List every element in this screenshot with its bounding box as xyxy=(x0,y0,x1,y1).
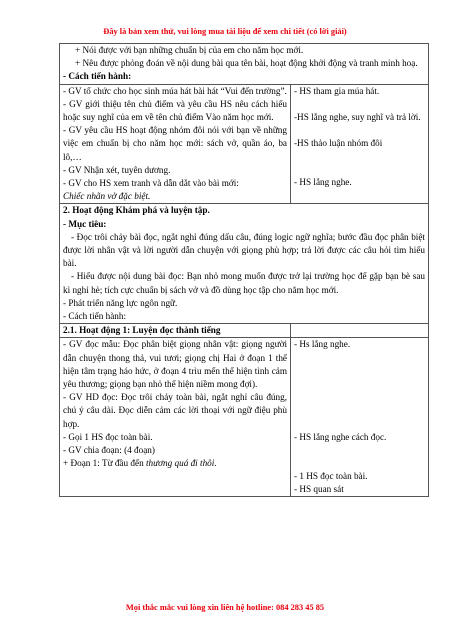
reading-student-3: - 1 HS đọc toàn bài. xyxy=(294,470,368,481)
activity-1-student-cell xyxy=(291,338,429,497)
teacher-step-5-text: - GV cho HS xem tranh và dẫn dắt vào bài mới: xyxy=(63,178,239,189)
preview-notice-banner: Đây là bản xem thử, vui lòng mua tài liệu để xem chi tiết (có lời giải) xyxy=(103,27,347,36)
reading-step-5-text: + Đoạn 1: Từ đầu đến xyxy=(63,458,146,469)
activity-1-heading-empty-cell xyxy=(291,324,429,338)
objectives-cell xyxy=(60,44,429,85)
hotline-banner: Mọi thắc mắc vui lòng xin liên hệ hotline: 084 283 45 85 xyxy=(125,603,325,612)
activity-1-teacher-cell xyxy=(60,338,291,497)
warmup-row xyxy=(60,84,429,204)
goals-heading: - Mục tiêu: xyxy=(63,218,107,229)
goal-3: - Phát triển năng lực ngôn ngữ. xyxy=(63,297,178,308)
student-step-3: -HS thảo luận nhóm đôi xyxy=(294,138,383,149)
reading-student-4: - HS quan sát xyxy=(294,484,344,495)
procedure-heading: - Cách tiến hành: xyxy=(63,71,132,82)
explore-section-cell xyxy=(60,204,429,324)
objectives-row xyxy=(60,44,429,85)
teacher-step-2: - GV giới thiệu tên chủ điểm và yêu cầu HS nêu cách hiểu hoặc suy nghĩ của em về tên chủ điểm Vào năm học mới. xyxy=(63,98,287,123)
lesson-plan-table xyxy=(59,43,429,497)
teacher-step-3: - GV yêu cầu HS hoạt động nhóm đôi nói với bạn về những việc em chuẩn bị cho năm học mới: sách vở, quần áo, ba lô,… xyxy=(63,125,287,162)
reading-step-2: - GV HD đọc: Đọc trôi chảy toàn bài, ngắt nghỉ câu đúng, chú ý câu dài. Đọc diễn cảm các lời thoại với ngữ điệu phù hợp. xyxy=(63,392,287,429)
reading-step-5-quote: thương quá đi thôi. xyxy=(145,458,217,469)
lesson-title: Chiếc nhãn vở đặc biệt. xyxy=(63,191,151,202)
activity-1-title: 2.1. Hoạt động 1: Luyện đọc thành tiếng xyxy=(63,325,221,336)
teacher-step-4: - GV Nhận xét, tuyên dương. xyxy=(63,164,171,175)
reading-step-5 xyxy=(63,457,287,470)
lesson-plan-document xyxy=(59,43,428,600)
student-step-1: - HS tham gia múa hát. xyxy=(294,85,380,96)
student-step-2: -HS lắng nghe, suy nghĩ và trả lời. xyxy=(294,111,421,122)
activity-1-heading-row xyxy=(60,324,429,338)
activity-1-row xyxy=(60,338,429,497)
reading-step-1: - GV đọc mẫu: Đọc phân biệt giọng nhân vật: giọng người dẫn chuyện thong thả, vui tươi; giọng chị Hai ở đoạn 1 thể hiện tâm trạng háo hức, ở đoạn 4 trìu mến thể hiện tình cảm yêu thương; giọng bạn nhỏ thể hiện niềm mong đợi). xyxy=(63,339,287,390)
teacher-step-1: - GV tổ chức cho học sinh múa hát bài hát “Vui đến trường”. xyxy=(63,85,287,96)
student-activities-cell xyxy=(291,84,429,204)
section-2-title: 2. Hoạt động Khám phá và luyện tập. xyxy=(63,205,210,216)
teacher-step-5 xyxy=(63,177,287,203)
procedure-label: - Cách tiến hành: xyxy=(63,311,127,322)
teacher-activities-cell xyxy=(60,84,291,204)
reading-student-1: - Hs lắng nghe. xyxy=(294,339,351,350)
objective-2: + Nêu được phỏng đoán về nội dung bài qua tên bài, hoạt động khởi động và tranh minh hoạ. xyxy=(75,58,418,69)
student-step-4: - HS lắng nghe. xyxy=(294,177,352,188)
explore-section-row xyxy=(60,204,429,324)
reading-step-4: - GV chia đoạn: (4 đoạn) xyxy=(63,445,155,456)
reading-student-2: - HS lắng nghe cách đọc. xyxy=(294,431,387,442)
activity-1-heading-cell xyxy=(60,324,291,338)
goal-2: - Hiểu được nội dung bài đọc: Bạn nhỏ mong muốn được trở lại trường học để gặp bạn bè sau kì nghỉ hè; tích cực chuẩn bị sách vở và đồ dùng học tập cho năm học mới. xyxy=(63,271,425,295)
objective-1: + Nói được với bạn những chuẩn bị của em cho năm học mới. xyxy=(75,45,304,55)
goal-1: - Đọc trôi chảy bài đọc, ngắt nghỉ đúng dấu câu, đúng logic ngữ nghĩa; bước đầu đọc phân biệt được lời nhân vật và lời người dẫn chuyện với giọng phù hợp; trả lời được các câu hỏi tìm hiểu bài. xyxy=(63,231,425,269)
reading-step-3: - Gọi 1 HS đọc toàn bài. xyxy=(63,431,153,442)
